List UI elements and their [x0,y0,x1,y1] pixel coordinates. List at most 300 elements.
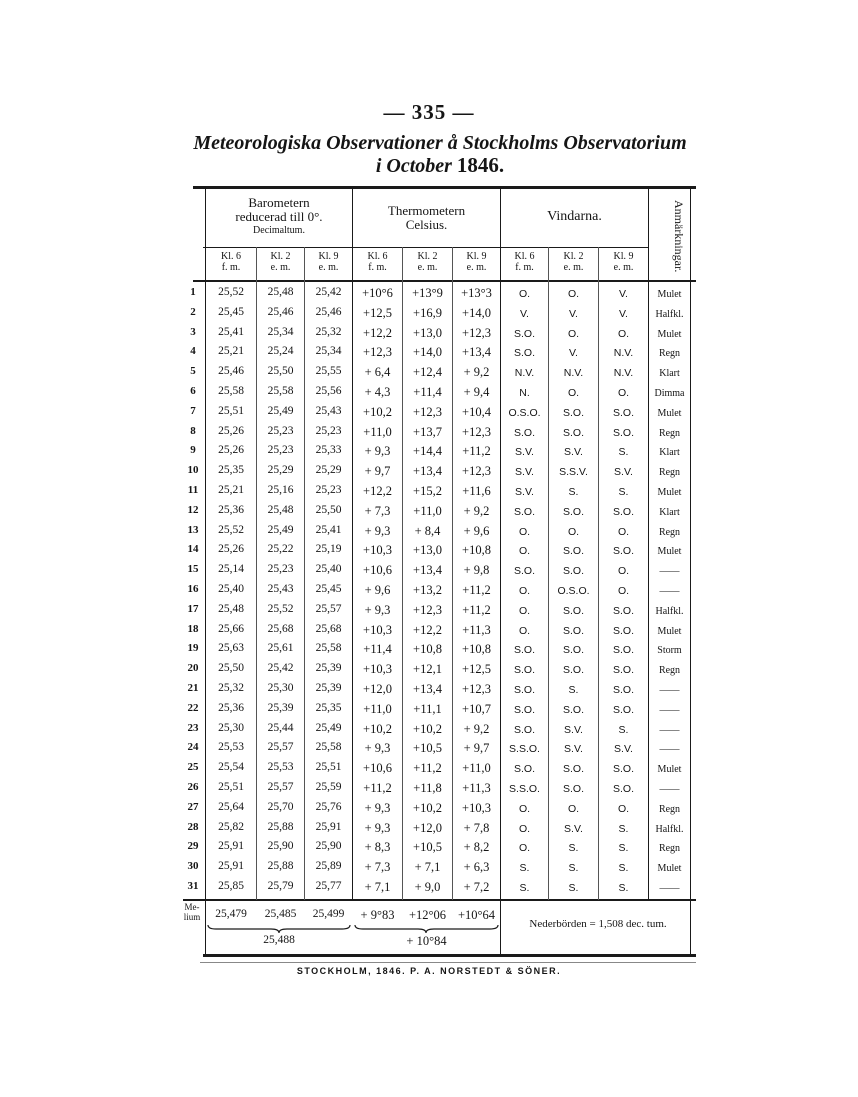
thermometer-9-cell: +13,4 [462,345,491,360]
thermometer-9-cell: +10,4 [462,404,491,419]
wind-9-cell: S.O. [612,426,634,439]
barometer-9-cell: 25,49 [315,721,342,734]
thermometer-9-cell: + 6,3 [463,860,490,875]
remark-cell: —— [659,724,680,736]
thermometer-6-cell: +12,5 [363,305,392,320]
title-line-2 [60,154,820,177]
thermometer-2-cell: +16,9 [413,305,442,320]
remark-cell: —— [659,784,680,795]
barometer-2-cell: 25,79 [267,880,294,892]
wind-9-cell: S.O. [612,703,634,716]
barometer-9-cell: 25,35 [315,701,342,714]
thermometer-6-cell: + 9,3 [364,820,391,835]
thermometer-2-cell: +11,0 [413,503,442,518]
barometer-2-cell: 25,52 [267,602,294,615]
barometer-9-cell: 25,68 [315,622,342,635]
thermometer-6-cell: + 9,3 [364,741,391,756]
barometer-9-cell: 25,32 [315,325,342,338]
day-number: 17 [187,602,199,615]
barometer-2-cell: 25,90 [267,840,294,853]
thermometer-6-cell: +10,6 [363,563,392,578]
wind-9-cell: S.O. [612,684,634,696]
thermometer-9-cell: + 9,8 [463,563,490,578]
barometer-2-cell: 25,46 [267,305,294,318]
remark-cell: —— [659,566,680,578]
wind-2-cell: O. [567,327,580,340]
remark-cell: Regn [658,467,681,479]
barometer-6-cell: 25,91 [218,840,244,853]
barometer-2-cell: 25,43 [267,583,294,595]
sub-col-time: Kl. 6 [221,251,241,262]
thermometer-2-cell: +12,3 [413,404,442,419]
barometer-2-cell: 25,48 [267,503,294,516]
wind-6-cell: S.V. [515,466,534,479]
thermometer-6-cell: + 9,3 [364,444,391,459]
day-number: 22 [187,701,199,714]
thermometer-9-cell: + 9,7 [463,741,490,756]
day-number: 31 [187,880,199,892]
wind-2-cell: O. [567,288,580,300]
thermometer-6-cell: +10,6 [363,761,392,776]
thermometer-2-cell: +11,8 [413,781,442,795]
table-top-rule [193,186,696,189]
precipitation-total: Nederbörden = 1,508 dec. tum. [529,918,667,930]
wind-6-cell: S.S.O. [509,783,540,795]
wind-9-cell: O. [617,585,630,597]
remark-cell: Regn [658,803,681,815]
sub-col-period: e. m. [417,262,438,273]
wind-2-cell: S.O. [562,426,584,439]
title-year: 1846. [456,153,505,177]
table-bottom-rule [203,954,696,957]
thermometer-9-cell: +13°3 [461,286,492,300]
thermometer-6-cell: + 9,3 [364,800,391,815]
thermometer-6-cell: +11,4 [363,642,392,657]
day-number: 5 [190,365,196,378]
barometer-9-cell: 25,76 [315,800,342,813]
thermometer-2-cell: + 8,4 [414,523,441,538]
thermometer-9-cell: +11,3 [462,622,491,637]
wind-2-cell: S.O. [562,703,584,716]
barometer-9-cell: 25,43 [315,404,342,417]
day-number: 16 [187,583,199,595]
title-month: i October [375,155,452,177]
thermometer-6-cell: +10,3 [363,662,392,677]
day-number: 13 [187,523,199,536]
sub-col-time: Kl. 2 [417,251,438,262]
barometer-9-cell: 25,40 [315,563,342,576]
sub-col-time: Kl. 9 [613,251,634,262]
wind-6-cell: S.O. [513,703,535,716]
thermometer-9-cell: +11,2 [462,583,491,597]
wind-6-cell: S.O. [513,426,535,439]
day-number: 12 [187,503,199,516]
remark-cell: Halfkl. [655,605,684,617]
barometer-2-cell: 25,50 [267,365,294,378]
thermometer-9-cell: + 8,2 [463,840,490,855]
wind-6-cell: O. [518,604,531,617]
day-number: 1 [190,286,196,298]
remark-cell: Klart [659,368,680,380]
barometer-unit: Decimaltum. [253,225,305,236]
barometer-9-cell: 25,42 [315,286,342,298]
barometer-2-cell: 25,44 [267,721,294,734]
barometer-9-cell: 25,50 [315,503,342,516]
wind-2-cell: S.O. [562,545,584,558]
mean-thermometer-9: +10°64 [457,908,496,922]
barometer-9-cell: 25,55 [315,365,342,378]
wind-6-cell: V. [520,307,529,320]
wind-6-cell: S.O. [513,565,535,578]
thermometer-9-cell: +10,3 [462,800,491,815]
thermometer-9-cell: + 7,2 [463,880,490,894]
wind-9-cell: N.V. [613,347,634,360]
remark-cell: —— [659,744,680,756]
wind-6-cell: S.O. [513,723,535,736]
day-number: 11 [187,484,199,496]
barometer-6-cell: 25,26 [218,424,244,437]
thermometer-6-cell: +12,3 [363,345,392,360]
sub-col-period: e. m. [466,262,487,273]
wind-9-cell: S. [618,842,629,855]
thermometer-2-cell: +11,4 [413,385,442,399]
thermometer-9-cell: +14,0 [462,305,491,320]
wind-6-cell: O. [518,585,531,597]
remark-cell: —— [659,883,680,894]
wind-2-cell: O.S.O. [557,585,590,597]
mean-barometer-6: 25,479 [215,908,247,920]
wind-2-cell: S.O. [562,624,584,637]
day-number: 29 [187,840,199,853]
sub-col-header [206,251,256,273]
barometer-6-cell: 25,26 [218,543,244,556]
wind-2-cell: O. [567,802,580,815]
wind-6-cell: O. [518,822,531,835]
thermometer-9-cell: + 9,2 [463,503,490,518]
barometer-6-cell: 25,51 [218,781,244,793]
wind-2-cell: V. [569,307,578,320]
wind-6-cell: O.S.O. [508,406,541,419]
sub-col-header [549,251,598,273]
means-top-rule [183,899,696,901]
wind-9-cell: V. [619,307,628,320]
wind-2-cell: S. [568,486,579,498]
day-number: 15 [187,563,199,576]
thermometer-2-cell: +13,7 [413,424,442,439]
barometer-2-cell: 25,23 [267,444,294,457]
thermometer-6-cell: +12,2 [363,484,392,498]
barometer-9-cell: 25,56 [315,385,342,397]
thermometer-6-cell: + 9,3 [364,602,391,617]
barometer-6-cell: 25,36 [218,701,244,714]
wind-2-cell: V. [569,347,578,360]
wind-9-cell: S. [618,486,629,498]
thermometer-2-cell: +12,1 [413,662,442,677]
remark-cell: Mulet [657,407,682,419]
barometer-2-cell: 25,48 [267,286,294,298]
remark-cell: Regn [658,843,681,855]
wind-6-cell: S.S.O. [509,743,540,756]
sub-col-header [305,251,352,273]
barometer-6-cell: 25,91 [218,860,244,873]
thermometer-9-cell: + 9,4 [463,385,490,399]
printer-imprint: STOCKHOLM, 1846. P. A. NORSTEDT & SÖNER. [296,966,562,976]
barometer-6-cell: 25,21 [218,484,244,496]
thermometer-9-cell: + 9,2 [463,365,490,380]
thermometer-6-cell: +10,2 [363,404,392,419]
barometer-6-cell: 25,35 [218,464,244,477]
thermometer-9-cell: +11,2 [462,602,491,617]
sub-col-header [599,251,648,273]
thermometer-6-cell: +10,3 [363,622,392,637]
wind-2-cell: O. [567,525,580,538]
barometer-2-cell: 25,23 [267,424,294,437]
barometer-2-cell: 25,68 [267,622,294,635]
thermometer-2-cell: +10,2 [413,800,442,815]
sub-col-time: Kl. 6 [514,251,535,262]
barometer-6-cell: 25,85 [218,880,244,892]
thermometer-2-cell: +10,5 [413,741,442,756]
barometer-6-cell: 25,63 [218,642,244,655]
barometer-6-cell: 25,36 [218,503,244,516]
barometer-9-cell: 25,29 [315,464,342,477]
barometer-9-cell: 25,34 [315,345,342,358]
day-number: 25 [187,761,199,774]
barometer-9-cell: 25,39 [315,682,342,694]
wind-9-cell: S. [618,446,629,459]
sub-col-period: e. m. [613,262,634,273]
day-number: 20 [187,662,199,675]
day-number: 18 [187,622,199,635]
barometer-2-cell: 25,58 [267,385,294,397]
day-number: 10 [187,464,199,477]
day-number: 28 [187,820,199,833]
thermometer-2-cell: +13,0 [413,325,442,340]
thermometer-9-cell: +12,3 [462,325,491,340]
thermometer-2-cell: +13°9 [412,286,443,300]
barometer-9-cell: 25,33 [315,444,342,457]
sub-col-time: Kl. 6 [367,251,388,262]
wind-2-cell: S. [568,684,579,696]
barometer-9-cell: 25,89 [315,860,342,873]
wind-2-cell: S.O. [562,505,584,518]
thermometer-2-cell: +14,4 [413,444,442,459]
thermometer-9-cell: + 7,8 [463,820,490,835]
barometer-6-cell: 25,32 [218,682,244,694]
wind-9-cell: S.O. [612,604,634,617]
remark-cell: Halfkl. [655,308,684,320]
barometer-2-cell: 25,49 [267,404,294,417]
barometer-6-cell: 25,48 [218,602,244,615]
wind-2-cell: S. [568,882,579,894]
thermometer-9-cell: +11,0 [462,761,491,776]
thermometer-2-cell: +12,3 [413,602,442,617]
wind-6-cell: S.O. [513,684,535,696]
remark-cell: Regn [658,348,681,360]
barometer-9-cell: 25,41 [315,523,342,536]
sub-col-period: f. m. [368,262,387,273]
wind-2-cell: S.O. [562,644,584,657]
thermometer-9-cell: +12,3 [462,682,491,696]
sub-col-period: e. m. [563,262,584,273]
wind-2-cell: S.O. [562,406,584,419]
header-sub-rule [203,247,649,248]
barometer-2-cell: 25,57 [267,781,294,793]
barometer-6-cell: 25,54 [218,761,244,774]
remark-cell: Halfkl. [655,823,684,835]
barometer-6-cell: 25,53 [218,741,244,754]
remark-cell: Mulet [657,328,682,340]
barometer-6-cell: 25,26 [218,444,244,457]
barometer-2-cell: 25,23 [267,563,294,576]
title-line-1: Meteorologiska Observationer å Stockholms Observatorium [193,132,687,154]
barometer-2-cell: 25,88 [267,860,294,873]
thermometer-9-cell: +10,8 [462,543,491,558]
sub-col-period: f. m. [221,262,241,273]
wind-9-cell: O. [617,327,630,340]
barometer-monthly-mean: 25,488 [263,934,295,946]
wind-6-cell: S.V. [515,446,534,459]
barometer-9-cell: 25,51 [315,761,342,774]
sub-col-header [453,251,500,273]
remark-cell: Mulet [657,625,682,637]
thermometer-6-cell: +11,0 [363,424,392,439]
wind-9-cell: O. [617,565,630,578]
day-number: 8 [190,424,196,437]
barometer-6-cell: 25,58 [218,385,244,397]
barometer-9-cell: 25,39 [315,662,342,675]
sub-col-time: Kl. 9 [466,251,487,262]
barometer-2-cell: 25,88 [267,820,294,833]
wind-9-cell: O. [617,802,630,815]
wind-9-cell: S.O. [612,545,634,558]
remark-cell: Storm [657,645,682,657]
wind-6-cell: S.V. [515,486,534,498]
barometer-6-cell: 25,52 [218,523,244,536]
wind-6-cell: S.O. [513,644,535,657]
wind-2-cell: S.O. [562,783,584,795]
mean-thermometer-6: + 9°83 [360,908,395,922]
day-number: 23 [187,721,199,734]
barometer-9-cell: 25,77 [315,880,342,892]
thermometer-6-cell: +11,0 [363,701,392,716]
sub-col-period: f. m. [515,262,534,273]
barometer-2-cell: 25,53 [267,761,294,774]
barometer-2-cell: 25,30 [267,682,294,694]
thermometer-2-cell: +12,4 [413,365,442,380]
wind-6-cell: O. [518,525,531,538]
thermometer-9-cell: +10,8 [462,642,491,657]
remarks-header: Anmärkningar. [672,200,686,273]
thermometer-2-cell: +13,0 [413,543,442,558]
remark-cell: Dimma [654,388,685,399]
thermometer-2-cell: + 9,0 [414,880,441,894]
wind-9-cell: S.O. [612,624,634,637]
thermometer-6-cell: + 6,4 [364,365,391,380]
thermometer-6-cell: +12,2 [363,325,392,340]
thermometer-9-cell: +10,7 [462,701,491,716]
barometer-6-cell: 25,45 [218,305,244,318]
day-number: 26 [187,781,199,793]
wind-9-cell: S.O. [612,783,634,795]
barometer-2-cell: 25,34 [267,325,294,338]
thermometer-header: Thermometern Celsius. [387,203,466,232]
thermometer-9-cell: +11,3 [462,781,491,795]
barometer-2-cell: 25,39 [267,701,294,714]
barometer-6-cell: 25,21 [218,345,244,358]
wind-6-cell: O. [518,624,531,637]
barometer-6-cell: 25,41 [218,325,244,338]
sub-col-period: e. m. [270,262,291,273]
wind-2-cell: N.V. [563,367,584,380]
barometer-6-cell: 25,64 [218,800,244,813]
wind-6-cell: N. [519,387,530,399]
day-number: 9 [190,444,196,457]
wind-9-cell: S. [618,882,629,894]
remark-cell: Regn [658,526,681,538]
barometer-header-label: Barometern reducerad till 0°. [235,195,323,224]
barometer-2-cell: 25,61 [267,642,294,655]
header-bottom-rule [193,280,696,282]
thermometer-6-cell: +10°6 [362,286,393,300]
wind-6-cell: S.O. [513,505,535,518]
wind-6-cell: O. [518,288,531,300]
thermometer-2-cell: +10,2 [413,721,442,736]
thermometer-2-cell: +12,2 [413,622,442,637]
wind-9-cell: S.O. [612,763,634,776]
remark-cell: Regn [658,665,681,677]
page-title [60,132,820,177]
wind-9-cell: S.O. [612,505,634,518]
wind-2-cell: S. [568,842,579,855]
wind-9-cell: S.V. [614,743,633,756]
remark-cell: Klart [659,447,680,459]
remark-cell: Mulet [657,487,682,498]
thermometer-6-cell: + 9,7 [364,464,391,479]
thermometer-2-cell: + 7,1 [414,860,441,875]
wind-9-cell: S. [618,822,629,835]
remark-cell: Mulet [657,863,682,875]
thermometer-9-cell: + 9,2 [463,721,490,736]
thermometer-2-cell: +15,2 [413,484,442,498]
barometer-2-cell: 25,42 [267,662,294,675]
remark-cell: Klart [659,506,680,518]
mean-barometer-2: 25,485 [264,908,297,920]
wind-2-cell: S.O. [562,763,584,776]
wind-6-cell: O. [518,842,531,855]
sub-col-header [501,251,548,273]
barometer-6-cell: 25,46 [218,365,244,378]
wind-6-cell: S.O. [513,327,535,340]
thermometer-2-cell: +10,8 [413,642,442,657]
wind-2-cell: S.V. [564,822,583,835]
thermometer-2-cell: +12,0 [413,820,442,835]
day-number: 27 [187,800,199,813]
day-number: 2 [190,305,196,318]
barometer-9-cell: 25,59 [315,781,342,793]
wind-9-cell: S. [618,723,629,736]
remark-cell: —— [659,704,680,716]
wind-header: Vindarna. [547,209,602,224]
barometer-9-cell: 25,58 [315,741,342,754]
wind-6-cell: S. [519,862,530,875]
wind-9-cell: S.O. [612,406,634,419]
remark-cell: Mulet [657,546,682,558]
wind-6-cell: N.V. [514,367,535,380]
wind-6-cell: S.O. [513,664,535,677]
sub-col-time: Kl. 9 [318,251,339,262]
wind-6-cell: S. [519,882,530,894]
